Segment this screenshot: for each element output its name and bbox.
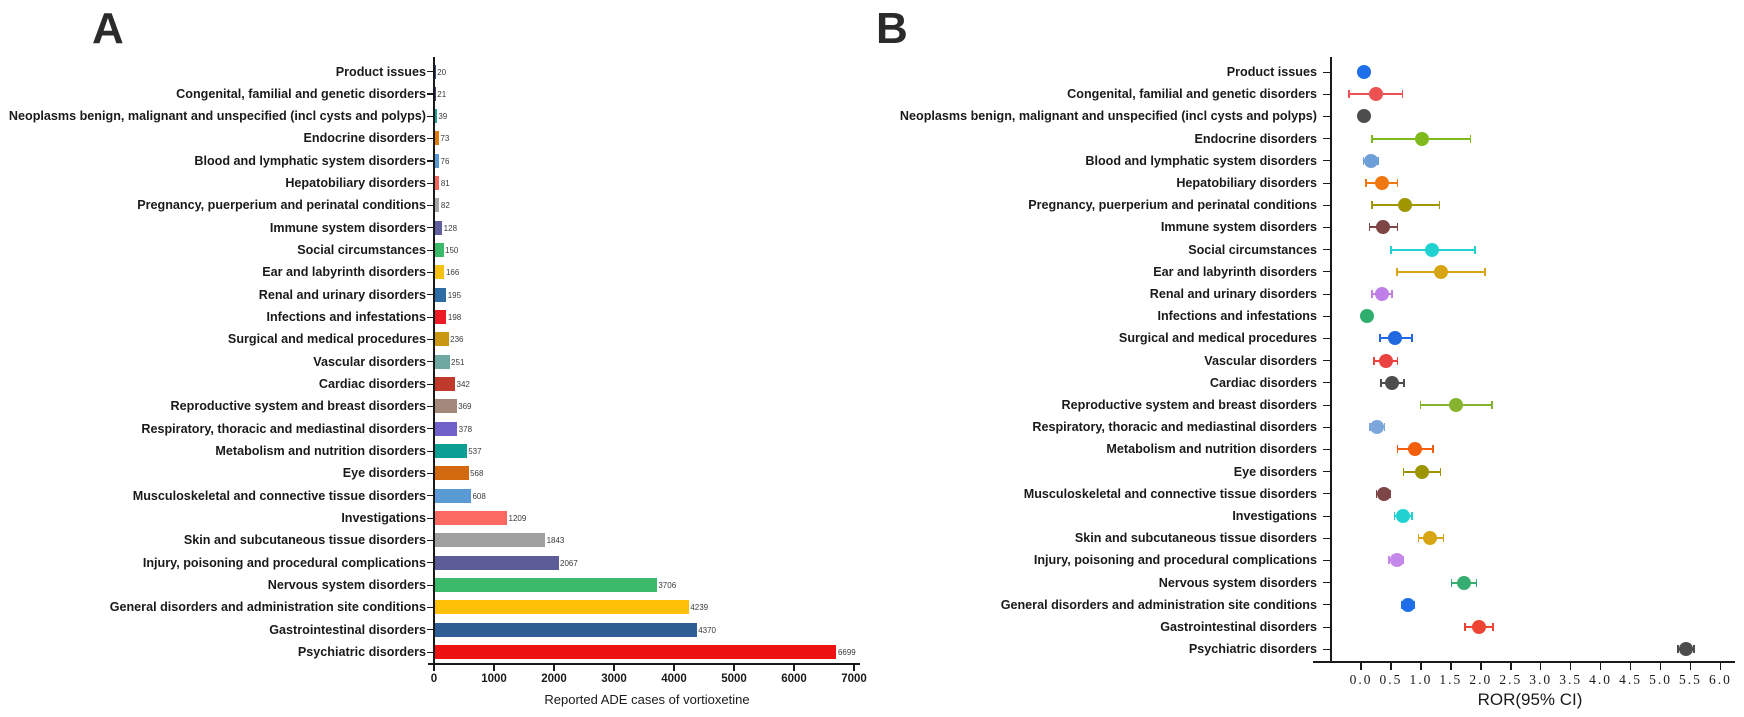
category-tick — [1323, 338, 1331, 339]
category-label: Respiratory, thoracic and mediastinal disorders — [141, 421, 426, 436]
bar — [435, 221, 443, 235]
ror-dot — [1390, 553, 1404, 567]
ror-dot — [1360, 309, 1374, 323]
ror-dot — [1472, 620, 1486, 634]
ror-dot — [1408, 442, 1422, 456]
category-label: Immune system disorders — [1160, 220, 1317, 235]
x-tick — [1630, 663, 1632, 670]
bar — [435, 578, 657, 592]
category-tick — [1323, 360, 1331, 361]
category-tick — [1323, 94, 1331, 95]
category-tick — [427, 518, 434, 519]
x-tick-label: 2000 — [541, 673, 567, 685]
category-label: Cardiac disorders — [1209, 375, 1317, 390]
bar-value-label: 4239 — [690, 603, 709, 613]
ci-cap-left — [1403, 468, 1405, 476]
x-tick-label: 4.0 — [1589, 672, 1613, 687]
x-tick — [1450, 663, 1452, 670]
x-tick — [1480, 663, 1482, 670]
category-label: Product issues — [335, 64, 426, 79]
bar-value-label: 21 — [437, 89, 447, 99]
bar-value-label: 378 — [458, 424, 473, 434]
category-label: Hepatobiliary disorders — [1176, 176, 1317, 190]
bar — [435, 377, 456, 391]
category-tick — [1323, 471, 1331, 472]
bar — [435, 265, 445, 279]
x-tick — [673, 665, 674, 671]
bar-value-label: 82 — [440, 201, 450, 211]
category-label: Congenital, familial and genetic disorders — [1067, 87, 1317, 102]
category-label: General disorders and administration site conditions — [1000, 597, 1317, 612]
ror-dot — [1388, 331, 1402, 345]
ci-cap-left — [1365, 179, 1367, 187]
category-label: Gastrointestinal disorders — [1160, 620, 1317, 634]
category-tick — [1323, 227, 1331, 228]
ror-dot — [1385, 376, 1399, 390]
bar-value-label: 73 — [440, 134, 450, 144]
x-tick-label: 3.5 — [1559, 672, 1583, 687]
category-label: Endocrine disorders — [1194, 131, 1317, 146]
panel-b-forest-plot — [872, 0, 1744, 717]
bar — [435, 131, 439, 145]
bar-value-label: 251 — [451, 357, 465, 367]
ror-dot — [1457, 576, 1471, 590]
x-tick-label: 3.0 — [1529, 672, 1553, 687]
category-label: General disorders and administration site conditions — [109, 600, 426, 615]
bar — [435, 243, 444, 257]
category-tick — [427, 652, 434, 653]
bar-value-label: 76 — [440, 156, 450, 166]
ror-dot — [1375, 176, 1389, 190]
category-tick — [427, 451, 434, 452]
category-label: Vascular disorders — [1204, 353, 1317, 368]
bar-value-label: 195 — [447, 290, 462, 300]
bar — [435, 466, 469, 480]
ror-dot — [1398, 198, 1412, 212]
ci-cap-right — [1411, 512, 1413, 520]
category-tick — [427, 428, 434, 429]
bar — [435, 399, 457, 413]
ror-dot — [1679, 642, 1693, 656]
ci-cap-left — [1369, 223, 1371, 231]
category-tick — [1323, 138, 1331, 139]
category-label: Immune system disorders — [269, 220, 426, 235]
category-tick — [427, 361, 434, 362]
ror-dot — [1364, 154, 1378, 168]
category-tick — [1323, 560, 1331, 561]
x-tick — [1660, 663, 1662, 670]
ror-dot — [1434, 265, 1448, 279]
category-label: Respiratory, thoracic and mediastinal disorders — [1032, 420, 1317, 435]
category-label: Congenital, familial and genetic disorders — [176, 86, 426, 101]
category-tick — [1323, 427, 1331, 428]
category-tick — [1323, 493, 1331, 494]
category-label: Blood and lymphatic system disorders — [1085, 153, 1317, 168]
ci-cap-right — [1474, 246, 1476, 254]
bar-value-label: 342 — [456, 380, 470, 390]
bar-value-label: 128 — [443, 223, 458, 233]
bar — [435, 154, 440, 168]
x-tick — [493, 665, 494, 671]
bar-value-label: 6699 — [837, 648, 856, 658]
x-tick — [1510, 663, 1512, 670]
panel-b-xaxis-title: ROR(95% CI) — [1477, 690, 1583, 709]
category-label: Musculoskeletal and connective tissue disorders — [1023, 486, 1317, 501]
x-tick-label: 0 — [430, 673, 438, 685]
bar — [435, 444, 467, 458]
category-label: Investigations — [1232, 509, 1317, 523]
ror-dot — [1376, 220, 1390, 234]
bar — [435, 511, 508, 525]
x-tick — [1360, 663, 1362, 670]
x-tick — [1540, 663, 1542, 670]
bar — [435, 623, 697, 637]
bar — [435, 288, 447, 302]
bar — [435, 310, 447, 324]
bar — [435, 645, 837, 659]
category-label: Renal and urinary disorders — [258, 287, 426, 302]
category-label: Social circumstances — [297, 243, 426, 258]
category-tick — [1323, 249, 1331, 250]
category-tick — [1323, 382, 1331, 383]
category-tick — [427, 183, 434, 184]
category-label: Neoplasms benign, malignant and unspecified (incl cysts and polyps) — [899, 109, 1317, 124]
x-tick-label: 0.0 — [1349, 672, 1373, 687]
ci-cap-left — [1379, 334, 1381, 342]
category-tick — [427, 317, 434, 318]
category-label: Musculoskeletal and connective tissue disorders — [132, 488, 426, 503]
category-label: Surgical and medical procedures — [1118, 331, 1317, 346]
ci-cap-right — [1391, 290, 1393, 298]
category-label: Hepatobiliary disorders — [285, 176, 426, 191]
category-label: Neoplasms benign, malignant and unspecified (incl cysts and polyps) — [8, 109, 426, 124]
x-tick-label: 5.5 — [1679, 672, 1702, 687]
ror-dot — [1379, 354, 1393, 368]
ci-cap-right — [1402, 90, 1404, 98]
x-axis-line — [1313, 661, 1735, 663]
bar — [435, 556, 559, 570]
ror-dot — [1370, 420, 1384, 434]
bar-value-label: 150 — [445, 246, 459, 256]
ci-cap-left — [1396, 268, 1398, 276]
ci-cap-left — [1371, 135, 1373, 143]
category-label: Metabolism and nutrition disorders — [1106, 442, 1317, 457]
category-label: Cardiac disorders — [318, 377, 426, 392]
ror-dot — [1357, 65, 1371, 79]
ci-cap-left — [1420, 401, 1422, 409]
bar — [435, 87, 436, 101]
bar-value-label: 81 — [440, 179, 450, 189]
category-tick — [427, 540, 434, 541]
category-tick — [427, 138, 434, 139]
category-label: Pregnancy, puerperium and perinatal conditions — [137, 198, 426, 213]
bar — [435, 176, 440, 190]
category-tick — [1323, 72, 1331, 73]
bar — [435, 109, 437, 123]
x-tick — [1600, 663, 1602, 670]
bar — [435, 422, 458, 436]
category-label: Pregnancy, puerperium and perinatal conditions — [1028, 198, 1317, 213]
x-tick — [613, 665, 614, 671]
category-label: Social circumstances — [1188, 242, 1317, 257]
ci-cap-right — [1397, 223, 1399, 231]
category-tick — [1323, 271, 1331, 272]
ror-dot — [1401, 598, 1415, 612]
ci-cap-left — [1390, 246, 1392, 254]
bar — [435, 600, 689, 614]
category-tick — [1323, 160, 1331, 161]
ci-cap-right — [1491, 401, 1493, 409]
ci-cap-left — [1373, 357, 1375, 365]
category-tick — [427, 272, 434, 273]
category-label: Skin and subcutaneous tissue disorders — [1074, 531, 1317, 546]
category-tick — [427, 495, 434, 496]
bar-value-label: 608 — [472, 491, 486, 501]
ci-cap-right — [1403, 379, 1405, 387]
ror-dot — [1377, 487, 1391, 501]
x-tick-label: 5000 — [721, 673, 747, 685]
x-tick-label: 4.5 — [1619, 672, 1642, 687]
category-tick — [427, 71, 434, 72]
ror-dot — [1357, 109, 1371, 123]
category-label: Renal and urinary disorders — [1149, 287, 1317, 301]
category-tick — [1323, 294, 1331, 295]
x-tick-label: 0.5 — [1379, 672, 1403, 687]
x-tick — [1390, 663, 1392, 670]
ci-cap-right — [1693, 645, 1695, 653]
category-tick — [427, 116, 434, 117]
category-tick — [427, 473, 434, 474]
bar-value-label: 4370 — [698, 625, 716, 635]
category-tick — [427, 205, 434, 206]
bar — [435, 489, 471, 503]
category-tick — [1323, 183, 1331, 184]
category-tick — [1323, 205, 1331, 206]
category-tick — [427, 250, 434, 251]
ci-cap-right — [1484, 268, 1486, 276]
ror-dot — [1375, 287, 1389, 301]
x-tick-label: 2.5 — [1499, 672, 1523, 687]
category-tick — [427, 406, 434, 407]
category-label: Product issues — [1226, 65, 1317, 79]
ror-dot — [1449, 398, 1463, 412]
ci-cap-right — [1443, 534, 1445, 542]
x-tick — [1690, 663, 1692, 670]
x-tick-label: 5.0 — [1649, 672, 1672, 687]
x-tick — [853, 665, 854, 671]
ci-cap-left — [1397, 445, 1399, 453]
category-label: Surgical and medical procedures — [227, 332, 426, 347]
category-label: Reproductive system and breast disorders — [1061, 398, 1317, 412]
ci-cap-left — [1348, 90, 1350, 98]
category-label: Infections and infestations — [1157, 309, 1317, 324]
x-tick-label: 2.0 — [1469, 672, 1493, 687]
category-label: Skin and subcutaneous tissue disorders — [183, 533, 426, 548]
category-tick — [1323, 604, 1331, 605]
x-tick — [1420, 663, 1422, 670]
category-tick — [1323, 649, 1331, 650]
x-tick — [1570, 663, 1572, 670]
category-tick — [427, 585, 434, 586]
category-tick — [427, 160, 434, 161]
ror-dot — [1396, 509, 1410, 523]
bar — [435, 65, 436, 79]
x-tick-label: 1.5 — [1439, 672, 1463, 687]
category-tick — [427, 339, 434, 340]
category-tick — [427, 294, 434, 295]
category-tick — [1323, 116, 1331, 117]
ci-cap-left — [1418, 534, 1420, 542]
ci-cap-left — [1451, 579, 1453, 587]
x-tick — [793, 665, 794, 671]
category-label: Gastrointestinal disorders — [269, 622, 426, 637]
bar-value-label: 166 — [445, 268, 460, 278]
category-tick — [427, 607, 434, 608]
ci-cap-right — [1492, 623, 1494, 631]
x-tick — [433, 665, 434, 671]
ror-dot — [1425, 243, 1439, 257]
ror-dot — [1415, 132, 1429, 146]
bar — [435, 355, 450, 369]
ci-cap-right — [1432, 445, 1434, 453]
panel-a-label: A — [92, 4, 124, 53]
bar-value-label: 537 — [468, 447, 482, 457]
ci-cap-right — [1397, 179, 1399, 187]
ci-cap-left — [1371, 290, 1373, 298]
bar — [435, 533, 546, 547]
ror-dot — [1415, 465, 1429, 479]
x-tick-label: 7000 — [841, 673, 867, 685]
category-label: Infections and infestations — [266, 310, 426, 325]
category-label: Endocrine disorders — [303, 131, 426, 146]
category-label: Psychiatric disorders — [297, 645, 426, 660]
category-label: Ear and labyrinth disorders — [262, 265, 426, 280]
category-tick — [427, 227, 434, 228]
bar-value-label: 3706 — [658, 581, 677, 591]
category-label: Eye disorders — [342, 466, 426, 481]
category-label: Nervous system disorders — [1158, 575, 1317, 590]
bar — [435, 332, 449, 346]
x-tick-label: 1000 — [481, 673, 507, 685]
x-tick — [553, 665, 554, 671]
category-tick — [427, 562, 434, 563]
bar-value-label: 568 — [470, 469, 484, 479]
x-tick-label: 1.0 — [1409, 672, 1433, 687]
bar-value-label: 39 — [438, 112, 448, 122]
category-tick — [1323, 538, 1331, 539]
ror-dot — [1423, 531, 1437, 545]
category-label: Investigations — [341, 511, 426, 526]
category-label: Injury, poisoning and procedural complications — [1033, 553, 1317, 568]
x-tick — [733, 665, 734, 671]
ci-cap-right — [1476, 579, 1478, 587]
bar — [435, 198, 440, 212]
category-tick — [427, 93, 434, 94]
category-tick — [1323, 316, 1331, 317]
ci-cap-right — [1440, 468, 1442, 476]
x-tick-label: 3000 — [601, 673, 627, 685]
ci-cap-left — [1464, 623, 1466, 631]
bar-value-label: 20 — [437, 67, 447, 77]
category-tick — [1323, 582, 1331, 583]
category-label: Vascular disorders — [313, 354, 426, 369]
bar-value-label: 236 — [450, 335, 464, 345]
category-tick — [1323, 405, 1331, 406]
x-tick-label: 4000 — [661, 673, 687, 685]
category-label: Psychiatric disorders — [1188, 642, 1317, 657]
ci-cap-left — [1380, 379, 1382, 387]
category-label: Ear and labyrinth disorders — [1153, 264, 1317, 279]
category-tick — [1323, 516, 1331, 517]
x-tick-label: 6.0 — [1708, 672, 1732, 687]
bar-value-label: 2067 — [560, 558, 578, 568]
x-tick — [1720, 663, 1722, 670]
x-tick-label: 6000 — [781, 673, 807, 685]
panel-a-xaxis-title: Reported ADE cases of vortioxetine — [544, 692, 750, 707]
bar-value-label: 198 — [447, 313, 462, 323]
bar-value-label: 1843 — [546, 536, 565, 546]
category-tick — [1323, 627, 1331, 628]
category-tick — [427, 629, 434, 630]
ci-cap-right — [1439, 201, 1441, 209]
ror-dot — [1369, 87, 1383, 101]
bar-value-label: 369 — [458, 402, 472, 412]
category-label: Metabolism and nutrition disorders — [215, 444, 426, 459]
category-label: Nervous system disorders — [267, 578, 426, 593]
ci-cap-left — [1371, 201, 1373, 209]
category-label: Reproductive system and breast disorders — [170, 399, 426, 414]
category-label: Eye disorders — [1233, 464, 1317, 479]
category-tick — [427, 384, 434, 385]
bar-value-label: 1209 — [508, 514, 527, 524]
ci-cap-right — [1397, 357, 1399, 365]
ci-cap-right — [1470, 135, 1472, 143]
category-label: Blood and lymphatic system disorders — [194, 153, 426, 168]
category-label: Injury, poisoning and procedural complications — [142, 555, 426, 570]
ci-cap-right — [1411, 334, 1413, 342]
panel-b-label: B — [876, 4, 908, 53]
category-tick — [1323, 449, 1331, 450]
